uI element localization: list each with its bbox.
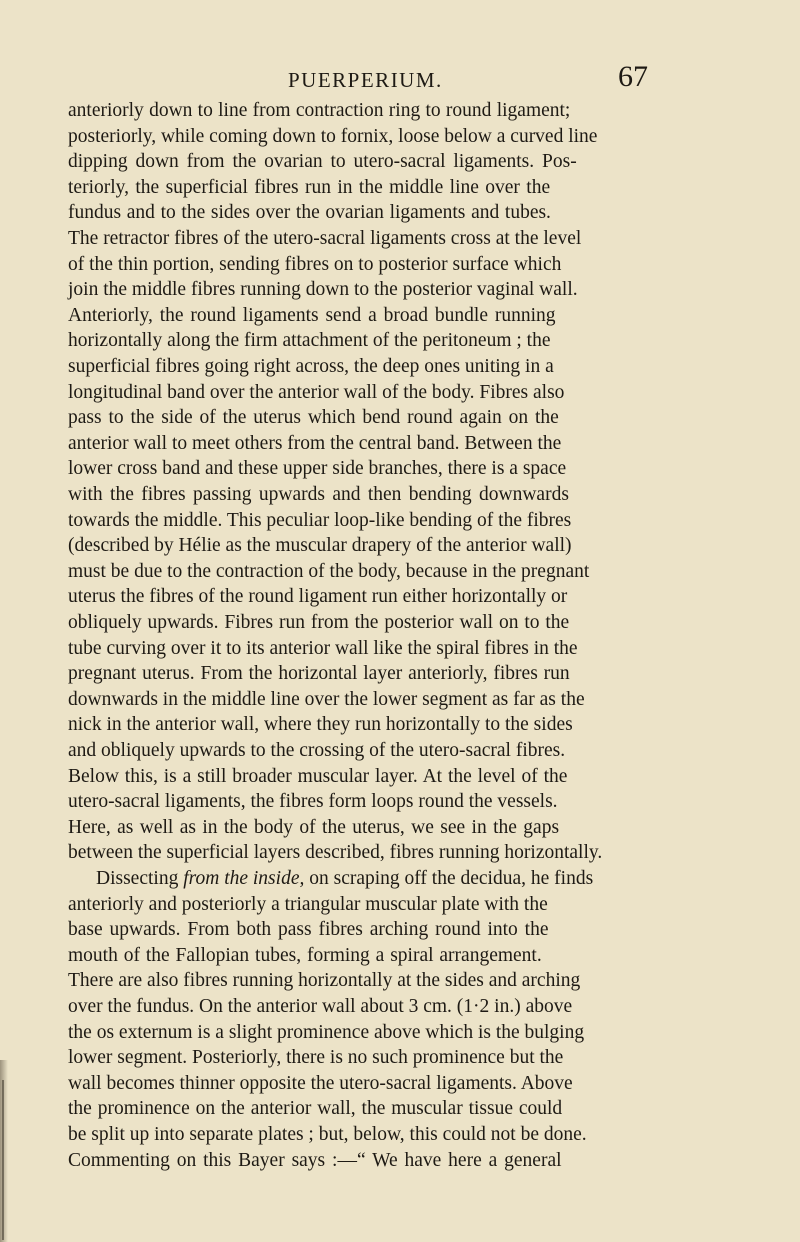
text-line-content: posteriorly, while coming down to fornix, loose below a curved line [68,125,598,147]
text-segment: Dissecting [96,868,179,889]
text-line-content: with the fibres passing upwards and then bending downwards [68,484,569,505]
text-line-content: There are also fibres running horizontally at the sides and arching [68,970,581,992]
text-line-content: The retractor fibres of the utero-sacral ligaments cross at the level [68,228,582,249]
text-line-content: utero-sacral ligaments, the fibres form loops round the vessels. [68,791,558,813]
text-line-content: must be due to the contraction of the body, because in the pregnant [68,560,590,582]
text-line-content: between the superficial layers described, fibres running horizontally. [68,842,603,864]
text-line-content: teriorly, the superficial fibres run in the middle line over the [68,176,551,198]
text-line-content: superficial fibres going right across, the deep ones uniting in a [68,356,554,377]
text-line-content: and obliquely upwards to the crossing of the utero-sacral fibres. [68,740,566,761]
text-line-content: towards the middle. This peculiar loop-like bending of the fibres [68,509,572,531]
text-segment: on scraping off the decidua, he finds [309,868,594,889]
text-line-content: downwards in the middle line over the lower segment as far as the [68,688,585,710]
text-line-content: the os externum is a slight prominence above which is the bulging [68,1021,585,1043]
text-line-content: (described by Hélie as the muscular drapery of the anterior wall) [68,535,572,557]
text-line-content: obliquely upwards. Fibres run from the posterior wall on to the [68,612,570,633]
text-line-content: uterus the fibres of the round ligament run either horizontally or [68,586,568,608]
text-line-content: mouth of the Fallopian tubes, forming a spiral arrangement. [68,944,542,966]
text-line-content: the prominence on the anterior wall, the muscular tissue could [68,1098,563,1120]
running-head [0,58,800,98]
binding-edge-line [2,1080,4,1240]
italic-phrase: from the inside, [183,868,305,889]
text-line-content: longitudinal band over the anterior wall of the body. Fibres also [68,381,565,403]
text-line-content: join the middle fibres running down to the posterior vaginal wall. [68,279,578,301]
text-line-content: base upwards. From both pass fibres arching round into the [68,919,549,941]
text-line-content: anteriorly down to line from contraction ring to round ligament; [68,100,571,121]
running-title: PUERPERIUM. [288,68,443,92]
page-number: 67 [618,60,648,93]
text-line-content: pregnant uterus. From the horizontal layer anteriorly, fibres run [68,663,570,685]
text-line-content: be split up into separate plates ; but, below, this could not be done. [68,1124,587,1145]
text-line-content: lower segment. Posteriorly, there is no such prominence but the [68,1047,564,1069]
text-line-content: anterior wall to meet others from the central band. Between the [68,432,562,454]
text-line-content: fundus and to the sides over the ovarian ligaments and tubes. [68,202,551,224]
text-line-content: pass to the side of the uterus which bend round again on the [68,407,559,429]
text-line [0,1146,800,1176]
text-line-content: nick in the anterior wall, where they run horizontally to the sides [68,714,573,736]
text-line-content: of the thin portion, sending fibres on to posterior surface which [68,253,562,275]
text-line-content: dipping down from the ovarian to utero-sacral ligaments. Pos- [68,151,577,173]
text-line-content: wall becomes thinner opposite the utero-sacral ligaments. Above [68,1072,573,1094]
text-line-content: Commenting on this Bayer says :—“ We have here a general [68,1149,562,1171]
text-line-content: Here, as well as in the body of the uterus, we see in the gaps [68,816,560,838]
text-line-content: tube curving over it to its anterior wall like the spiral fibres in the [68,637,578,659]
text-line-content: lower cross band and these upper side branches, there is a space [68,458,567,480]
text-line-content: anteriorly and posteriorly a triangular muscular plate with the [68,893,548,915]
text-line-content: over the fundus. On the anterior wall about 3 cm. (1·2 in.) above [68,996,573,1017]
text-line-content: horizontally along the firm attachment of the peritoneum ; the [68,330,551,352]
text-line-content: Below this, is a still broader muscular layer. At the level of the [68,765,568,787]
text-line-content: Anteriorly, the round ligaments send a broad bundle running [68,304,556,326]
